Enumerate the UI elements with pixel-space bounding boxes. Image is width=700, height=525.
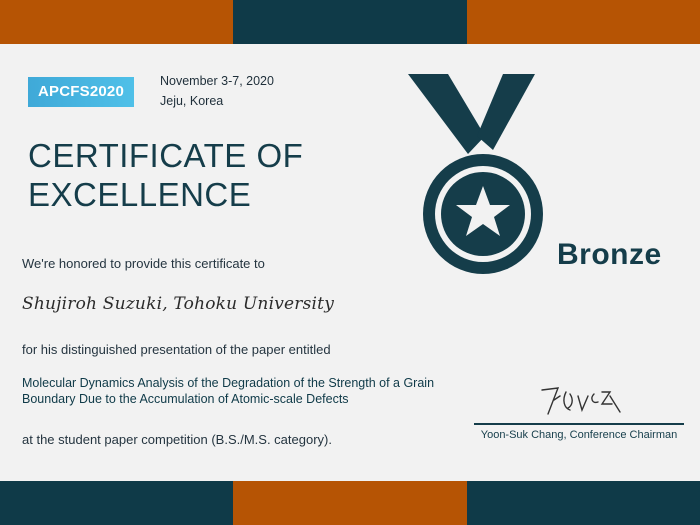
bottom-band-teal-right	[467, 481, 700, 525]
handwritten-signature	[538, 382, 628, 422]
top-band-teal	[233, 0, 467, 44]
signature-line	[474, 423, 684, 425]
conference-location: Jeju, Korea	[160, 94, 224, 108]
honor-line: We're honored to provide this certificate to	[22, 256, 265, 271]
award-level: Bronze	[557, 238, 662, 271]
certificate-title: CERTIFICATE OF EXCELLENCE	[28, 137, 304, 213]
bottom-band-teal-left	[0, 481, 233, 525]
medal-star-icon	[405, 74, 555, 279]
paper-title: Molecular Dynamics Analysis of the Degradation of the Strength of a Grain Boundary Due to the Accumulation of Atomic-scale Defects	[22, 376, 435, 406]
conference-badge: APCFS2020	[28, 77, 134, 107]
bottom-color-band	[0, 481, 700, 525]
top-color-band	[0, 0, 700, 44]
signer-name: Yoon-Suk Chang, Conference Chairman	[480, 429, 678, 441]
conference-date: November 3-7, 2020	[160, 74, 274, 88]
top-band-orange-right	[467, 0, 700, 44]
competition-line: at the student paper competition (B.S./M.S. category).	[22, 432, 332, 447]
for-line: for his distinguished presentation of the paper entitled	[22, 342, 331, 357]
top-band-orange-left	[0, 0, 233, 44]
recipient-name: Shujiroh Suzuki, Tohoku University	[22, 294, 335, 314]
bottom-band-orange	[233, 481, 467, 525]
